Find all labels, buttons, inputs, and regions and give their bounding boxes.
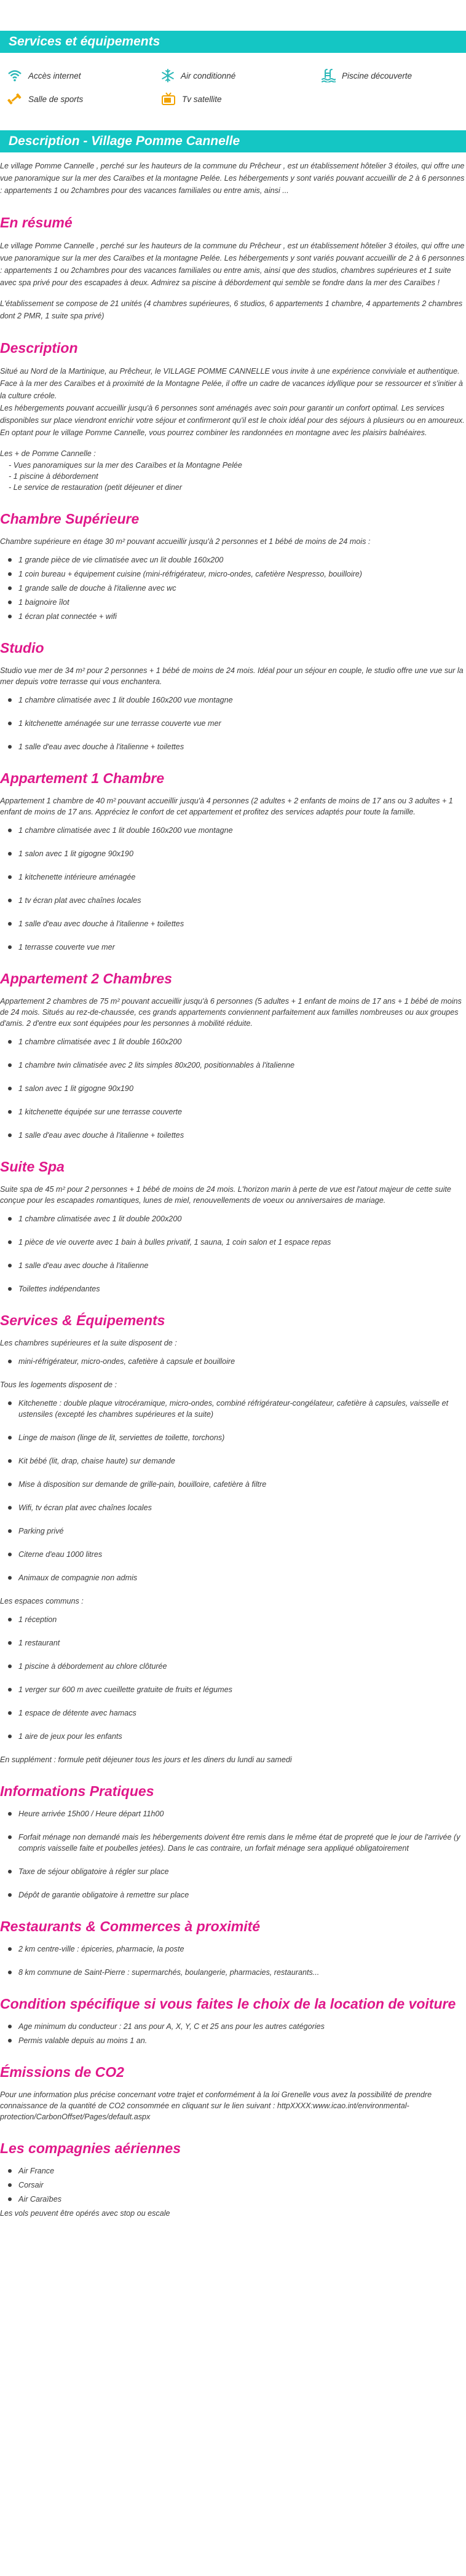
- list-item: 1 verger sur 600 m avec cueillette gratuite de fruits et légumes: [18, 1684, 466, 1695]
- studio-title: Studio: [0, 640, 44, 656]
- condition-title: Condition spécifique si vous faites le choix de la location de voiture: [0, 1996, 456, 2012]
- list-item: Corsair: [18, 2180, 466, 2191]
- list-item: 1 restaurant: [18, 1637, 466, 1648]
- list-item: - Vues panoramiques sur la mer des Caraïbes et la Montagne Pelée: [9, 460, 466, 471]
- list-item: 1 baignoire îlot: [18, 597, 466, 608]
- amenity-tv: [161, 92, 321, 106]
- list-item: Animaux de compagnie non admis: [18, 1572, 466, 1583]
- resume-paragraph: L'établissement se compose de 21 unités (4 chambres supérieures, 6 studios, 6 appartements 1 chambre, 4 appartements 2 chambres dont 2 PMR, 1 suite spa privé): [0, 299, 463, 320]
- list-item: 1 chambre climatisée avec 1 lit double 200x200: [18, 1213, 466, 1224]
- appt2-intro: Appartement 2 chambres de 75 m² pouvant accueillir jusqu'à 6 personnes (5 adultes + 1 enfant de moins de 17 ans + 1 bébé de moins de 24 mois. Situés au rez-de-chaussée, ces grands appartements conviennent parfaitement aux familles nombreuses ou aux groupes d'amis. 2 d'entre eux sont équipées pour les personnes à mobilité réduite.: [0, 997, 462, 1028]
- chambre-sup-list: [0, 554, 466, 622]
- list-item: 1 aire de jeux pour les enfants: [18, 1731, 466, 1742]
- list-item: 2 km centre-ville : épiceries, pharmacie, la poste: [18, 1944, 466, 1955]
- list-item: 1 piscine à débordement au chlore clôturée: [18, 1661, 466, 1672]
- list-item: Permis valable depuis au moins 1 an.: [18, 2035, 466, 2046]
- list-item: 1 grande salle de douche à l'italienne avec wc: [18, 583, 466, 594]
- list-item: Forfait ménage non demandé mais les hébergements doivent être remis dans le même état de propreté que le jour de l'arrivée (y compris vaisselle faite et poubelles jetées). Dans le cas contraire, un forfait ménage sera appliqué obligatoirement: [18, 1832, 466, 1854]
- wifi-icon: [7, 69, 22, 82]
- list-item: 1 kitchenette équipée sur une terrasse couverte: [18, 1106, 466, 1117]
- amenities-grid: [0, 53, 466, 130]
- list-item: Mise à disposition sur demande de grille-pain, bouilloire, cafetière à filtre: [18, 1479, 466, 1490]
- services-intro: Tous les logements disposent de :: [0, 1381, 117, 1389]
- amenity-aircon: [161, 69, 321, 82]
- list-item: Toilettes indépendantes: [18, 1283, 466, 1294]
- services-title: Services & Équipements: [0, 1312, 165, 1328]
- list-item: 1 pièce de vie ouverte avec 1 bain à bulles privatif, 1 sauna, 1 coin salon et 1 espace repas: [18, 1237, 466, 1248]
- chambre-sup-intro: Chambre supérieure en étage 30 m² pouvant accueillir jusqu'à 2 personnes et 1 bébé de moins de 24 mois :: [0, 537, 371, 546]
- list-item: 1 écran plat connectée + wifi: [18, 611, 466, 622]
- list-item: 1 kitchenette intérieure aménagée: [18, 872, 466, 883]
- suite-list: [0, 1213, 466, 1294]
- amenity-internet: [7, 69, 161, 82]
- restaurants-list: [0, 1944, 466, 1978]
- list-item: 1 chambre climatisée avec 1 lit double 160x200: [18, 1036, 466, 1047]
- list-item: Linge de maison (linge de lit, serviettes de toilette, torchons): [18, 1432, 466, 1443]
- amenity-label: Salle de sports: [28, 94, 84, 104]
- infos-title: Informations Pratiques: [0, 1783, 154, 1799]
- list-item: 1 chambre climatisée avec 1 lit double 160x200 vue montagne: [18, 695, 466, 706]
- description-section: [0, 130, 466, 2219]
- condition-list: [0, 2021, 466, 2046]
- lesplus-list: [0, 460, 466, 493]
- list-item: 1 salle d'eau avec douche à l'italienne: [18, 1260, 466, 1271]
- list-item: Heure arrivée 15h00 / Heure départ 11h00: [18, 1808, 466, 1819]
- appt2-list: [0, 1036, 466, 1141]
- amenity-pool: [321, 69, 466, 82]
- description-header: Description - Village Pomme Cannelle: [0, 130, 466, 152]
- services-list-rooms: [0, 1356, 466, 1367]
- services-list-all: [0, 1398, 466, 1583]
- airlines-title: Les compagnies aériennes: [0, 2140, 181, 2156]
- list-item: 1 chambre climatisée avec 1 lit double 160x200 vue montagne: [18, 825, 466, 836]
- infos-list: [0, 1808, 466, 1900]
- list-item: Dépôt de garantie obligatoire à remettre sur place: [18, 1889, 466, 1900]
- list-item: 1 coin bureau + équipement cuisine (mini-réfrigérateur, micro-ondes, cafetière Nespresso, bouilloire): [18, 569, 466, 580]
- list-item: Wifi, tv écran plat avec chaînes locales: [18, 1502, 466, 1513]
- list-item: 1 salon avec 1 lit gigogne 90x190: [18, 848, 466, 859]
- amenity-label: Piscine découverte: [342, 71, 413, 81]
- description-title: Description: [0, 340, 78, 356]
- airlines-note: Les vols peuvent être opérés avec stop ou escale: [0, 2209, 170, 2218]
- list-item: 1 salle d'eau avec douche à l'italienne + toilettes: [18, 1130, 466, 1141]
- list-item: 1 espace de détente avec hamacs: [18, 1707, 466, 1719]
- resume-title: En résumé: [0, 215, 73, 230]
- list-item: 1 grande pièce de vie climatisée avec un lit double 160x200: [18, 554, 466, 565]
- services-supplement: En supplément : formule petit déjeuner tous les jours et les diners du lundi au samedi: [0, 1755, 292, 1764]
- appt1-title: Appartement 1 Chambre: [0, 770, 165, 786]
- amenity-label: Tv satellite: [182, 94, 222, 104]
- list-item: mini-réfrigérateur, micro-ondes, cafetière à capsule et bouilloire: [18, 1356, 466, 1367]
- list-item: - 1 piscine à débordement: [9, 471, 466, 482]
- list-item: - Le service de restauration (petit déjeuner et diner: [9, 482, 466, 493]
- tv-icon: [161, 92, 176, 106]
- appt1-intro: Appartement 1 chambre de 40 m² pouvant accueillir jusqu'à 4 personnes (2 adultes + 2 enfants de moins de 17 ans ou 3 adultes + 1 enfant de moins de 17 ans. Appréciez le confort de cet appartement et profitez des services adaptés pour toute la famille.: [0, 797, 453, 816]
- list-item: Air Caraïbes: [18, 2194, 466, 2205]
- studio-list: [0, 695, 466, 752]
- description-intro: Le village Pomme Cannelle , perché sur les hauteurs de la commune du Prêcheur , est un établissement hôtelier 3 étoiles, qui offre une vue panoramique sur la mer des Caraïbes et la montagne Pelée. Les hébergements y sont variés pouvant accueillir de 2 à 6 personnes : appartements 1 ou 2chambres pour des vacances familiales ou entre amis, ainsi ...: [0, 162, 465, 195]
- description-paragraph: Situé au Nord de la Martinique, au Prêcheur, le VILLAGE POMME CANNELLE vous invite à une expérience conviviale et authentique. Face à la mer des Caraïbes et à proximité de la Montagne Pelée, il offre un cadre de vacances idyllique pour se ressourcer et s'initier à la culture créole.: [0, 367, 463, 400]
- list-item: 8 km commune de Saint-Pierre : supermarchés, boulangerie, pharmacies, restaurants...: [18, 1967, 466, 1978]
- list-item: Air France: [18, 2165, 466, 2176]
- list-item: 1 réception: [18, 1614, 466, 1625]
- list-item: Kitchenette : double plaque vitrocéramique, micro-ondes, combiné réfrigérateur-congélateur, cafetière à capsules, vaisselle et ustensiles (excepté les chambres supérieures et la suite): [18, 1398, 466, 1420]
- list-item: 1 chambre twin climatisée avec 2 lits simples 80x200, positionnables à l'italienne: [18, 1060, 466, 1071]
- co2-title: Émissions de CO2: [0, 2064, 124, 2080]
- list-item: Citerne d'eau 1000 litres: [18, 1549, 466, 1560]
- lesplus-label: Les + de Pomme Cannelle :: [0, 449, 96, 458]
- appt1-list: [0, 825, 466, 953]
- list-item: 1 salle d'eau avec douche à l'italienne + toilettes: [18, 741, 466, 752]
- list-item: 1 tv écran plat avec chaînes locales: [18, 895, 466, 906]
- list-item: 1 salon avec 1 lit gigogne 90x190: [18, 1083, 466, 1094]
- amenity-label: Air conditionné: [181, 71, 236, 81]
- snowflake-icon: [161, 69, 175, 82]
- description-paragraph: Les hébergements pouvant accueillir jusqu'à 6 personnes sont aménagés avec soin pour garantir un confort optimal. Les services disponibles sur place viendront enrichir votre séjour et confirmeront qu'il est le choix idéal pour des séjours à plusieurs ou en amoureux. En optant pour le village Pomme Cannelle, vous pourrez combiner les randonnées en montagne avec les plaisirs balnéaires.: [0, 404, 465, 437]
- services-intro: Les chambres supérieures et la suite disposent de :: [0, 1339, 177, 1347]
- amenities-section: [0, 31, 466, 130]
- appt2-title: Appartement 2 Chambres: [0, 971, 172, 987]
- studio-intro: Studio vue mer de 34 m² pour 2 personnes + 1 bébé de moins de 24 mois. Idéal pour un séjour en couple, le studio offre une vue sur la mer depuis votre terrasse qui vous enchantera.: [0, 666, 464, 686]
- services-intro: Les espaces communs :: [0, 1597, 84, 1605]
- restaurants-title: Restaurants & Commerces à proximité: [0, 1918, 261, 1934]
- resume-paragraph: Le village Pomme Cannelle , perché sur les hauteurs de la commune du Prêcheur , est un établissement hôtelier 3 étoiles, qui offre une vue panoramique sur la mer des Caraïbes et la montagne Pelée. Les hébergements y sont variés pouvant accueillir de 2 à 6 personnes : appartements 1 ou 2chambres pour des vacances familiales ou entre amis, ainsi que des studios, chambres supérieures et 1 suite avec spa privé pour des escapades à deux. Admirez sa piscine à débordement qui semble se fondre dans la mer des Caraïbes !: [0, 242, 465, 287]
- amenity-gym: [7, 92, 161, 106]
- pool-icon: [321, 69, 336, 82]
- list-item: Taxe de séjour obligatoire à régler sur place: [18, 1866, 466, 1877]
- dumbbell-icon: [7, 92, 22, 106]
- chambre-sup-title: Chambre Supérieure: [0, 511, 140, 527]
- suite-title: Suite Spa: [0, 1159, 65, 1175]
- list-item: Age minimum du conducteur : 21 ans pour A, X, Y, C et 25 ans pour les autres catégories: [18, 2021, 466, 2032]
- services-list-common: [0, 1614, 466, 1742]
- list-item: Kit bébé (lit, drap, chaise haute) sur demande: [18, 1455, 466, 1467]
- list-item: 1 terrasse couverte vue mer: [18, 942, 466, 953]
- list-item: Parking privé: [18, 1526, 466, 1537]
- suite-intro: Suite spa de 45 m² pour 2 personnes + 1 bébé de moins de 24 mois. L'horizon marin à perte de vue est l'atout majeur de cette suite conçue pour les escapades romantiques, lunes de miel, renouvellements de voeux ou anniversaires de mariage.: [0, 1185, 451, 1205]
- co2-text: Pour une information plus précise concernant votre trajet et conformément à la loi Grenelle vous avez la possibilité de prendre connaissance de la quantité de CO2 consommée en cliquant sur le lien suivant : httpXXXX:www.icao.int/environmental-protection/CarbonOffset/Pages/default.aspx: [0, 2090, 432, 2121]
- list-item: 1 kitchenette aménagée sur une terrasse couverte vue mer: [18, 718, 466, 729]
- airlines-list: [0, 2165, 466, 2205]
- amenity-label: Accès internet: [28, 71, 81, 81]
- amenities-header: Services et équipements: [0, 31, 466, 53]
- list-item: 1 salle d'eau avec douche à l'italienne + toilettes: [18, 918, 466, 929]
- description-content: [0, 152, 466, 2219]
